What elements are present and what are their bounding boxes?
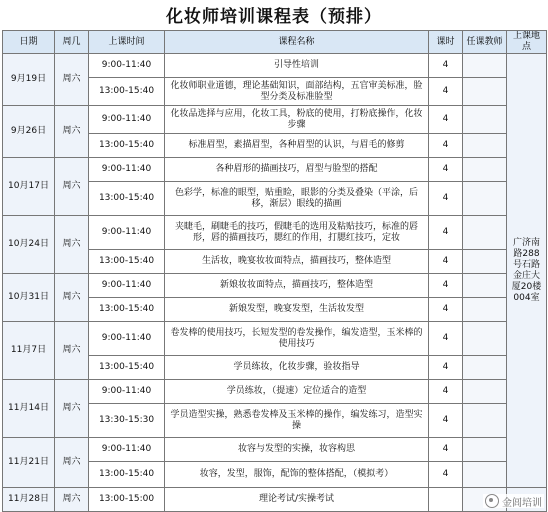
day-cell: 周六	[55, 488, 89, 512]
day-cell: 周六	[55, 158, 89, 216]
teacher-cell	[463, 54, 507, 78]
day-cell: 周六	[55, 216, 89, 274]
course-cell: 学员练妆，（提速）定位适合的造型	[165, 380, 429, 404]
hours-cell: 4	[429, 404, 463, 438]
time-cell: 13:00-15:40	[89, 250, 165, 274]
teacher-cell	[463, 250, 507, 274]
hours-cell: 4	[429, 250, 463, 274]
hours-cell	[429, 488, 463, 512]
course-cell: 标准眉型，素描眉型，各种眉型的认识，与眉毛的修剪	[165, 134, 429, 158]
course-cell: 学员练妆，化妆步骤，验妆指导	[165, 356, 429, 380]
teacher-cell	[463, 438, 507, 462]
time-cell: 13:30-15:30	[89, 404, 165, 438]
table-row	[3, 380, 547, 404]
day-cell: 周六	[55, 438, 89, 488]
teacher-cell	[463, 216, 507, 250]
date-cell: 11月21日	[3, 438, 55, 488]
table-row	[3, 274, 547, 298]
time-cell: 13:00-15:40	[89, 298, 165, 322]
course-cell: 新娘发型，晚宴发型，生活妆发型	[165, 298, 429, 322]
watermark-text: 金闾培训	[502, 497, 542, 509]
hours-cell: 4	[429, 158, 463, 182]
teacher-cell	[463, 404, 507, 438]
date-cell: 11月14日	[3, 380, 55, 438]
day-cell: 周六	[55, 322, 89, 380]
course-cell: 色彩学，标准的眼型，贴重睑，眼影的分类及叠染（平涂，后移，渐层）眼线的描画	[165, 182, 429, 216]
time-cell: 9:00-11:40	[89, 216, 165, 250]
day-cell: 周六	[55, 274, 89, 322]
course-cell: 化妆师职业道德，理论基础知识，面部结构，五官审美标准，脸型分类及标准脸型	[165, 78, 429, 106]
teacher-cell	[463, 182, 507, 216]
teacher-cell	[463, 134, 507, 158]
hours-cell: 4	[429, 78, 463, 106]
time-cell: 9:00-11:40	[89, 438, 165, 462]
course-cell: 引导性培训	[165, 54, 429, 78]
course-cell: 新娘妆妆面特点，描画技巧，整体造型	[165, 274, 429, 298]
time-cell: 13:00-15:40	[89, 182, 165, 216]
time-cell: 13:00-15:00	[89, 488, 165, 512]
header-hours: 课时	[429, 31, 463, 54]
page-title: 化妆师培训课程表（预排）	[166, 7, 382, 27]
time-cell: 9:00-11:40	[89, 380, 165, 404]
time-cell: 13:00-15:40	[89, 356, 165, 380]
table-row	[3, 216, 547, 250]
hours-cell: 4	[429, 322, 463, 356]
course-cell: 生活妆，晚宴妆妆面特点，描画技巧，整体造型	[165, 250, 429, 274]
teacher-cell	[463, 298, 507, 322]
day-cell: 周六	[55, 380, 89, 438]
time-cell: 13:00-15:40	[89, 134, 165, 158]
time-cell: 9:00-11:40	[89, 54, 165, 78]
time-cell: 13:00-15:40	[89, 462, 165, 488]
teacher-cell	[463, 356, 507, 380]
hours-cell: 4	[429, 134, 463, 158]
schedule-body	[3, 54, 547, 512]
teacher-cell	[463, 274, 507, 298]
day-cell: 周六	[55, 106, 89, 158]
date-cell: 10月24日	[3, 216, 55, 274]
hours-cell: 4	[429, 216, 463, 250]
location-cell: 广济南路288号石路金庄大厦20楼004室	[507, 54, 547, 488]
header-location: 上课地点	[507, 31, 547, 54]
date-cell: 11月28日	[3, 488, 55, 512]
day-cell: 周六	[55, 54, 89, 106]
hours-cell: 4	[429, 182, 463, 216]
watermark	[483, 494, 544, 508]
table-row	[3, 438, 547, 462]
hours-cell: 4	[429, 54, 463, 78]
teacher-cell	[463, 380, 507, 404]
teacher-cell	[463, 106, 507, 134]
table-row	[3, 322, 547, 356]
course-cell: 各种眉形的描画技巧，眉型与脸型的搭配	[165, 158, 429, 182]
date-cell: 11月7日	[3, 322, 55, 380]
teacher-cell	[463, 462, 507, 488]
teacher-cell	[463, 322, 507, 356]
teacher-cell	[463, 78, 507, 106]
time-cell: 9:00-11:40	[89, 322, 165, 356]
schedule-table	[2, 30, 547, 512]
header-day: 周几	[55, 31, 89, 54]
hours-cell: 4	[429, 438, 463, 462]
table-header-row	[3, 31, 547, 54]
table-row	[3, 158, 547, 182]
header-date: 日期	[3, 31, 55, 54]
course-cell: 化妆品选择与应用，化妆工具，粉底的使用，打粉底操作，化妆步骤	[165, 106, 429, 134]
hours-cell: 4	[429, 356, 463, 380]
hours-cell: 4	[429, 380, 463, 404]
table-row	[3, 54, 547, 78]
date-cell: 10月17日	[3, 158, 55, 216]
course-cell: 学员造型实操，熟悉卷发棒及玉米棒的操作，编发练习，造型实操	[165, 404, 429, 438]
course-cell: 妆容与发型的实操，妆容构思	[165, 438, 429, 462]
time-cell: 13:00-15:40	[89, 78, 165, 106]
hours-cell: 4	[429, 274, 463, 298]
time-cell: 9:00-11:40	[89, 106, 165, 134]
table-row	[3, 488, 547, 512]
date-cell: 10月31日	[3, 274, 55, 322]
header-time: 上课时间	[89, 31, 165, 54]
date-cell: 9月26日	[3, 106, 55, 158]
hours-cell: 4	[429, 462, 463, 488]
teacher-cell	[463, 158, 507, 182]
header-teacher: 任课教师	[463, 31, 507, 54]
course-cell: 卷发棒的使用技巧，长短发型的卷发操作，编发造型，玉米棒的使用技巧	[165, 322, 429, 356]
time-cell: 9:00-11:40	[89, 158, 165, 182]
hours-cell: 4	[429, 298, 463, 322]
hours-cell: 4	[429, 106, 463, 134]
course-cell: 理论考试/实操考试	[165, 488, 429, 512]
course-cell: 夹睫毛，刷睫毛的技巧，假睫毛的选用及粘贴技巧，标准的唇形，唇的描画技巧，腮红的作用，打腮红技巧，定妆	[165, 216, 429, 250]
time-cell: 9:00-11:40	[89, 274, 165, 298]
course-cell: 妆容，发型，服饰，配饰的整体搭配，（模拟考）	[165, 462, 429, 488]
date-cell: 9月19日	[3, 54, 55, 106]
header-course: 课程名称	[165, 31, 429, 54]
table-row	[3, 106, 547, 134]
wechat-icon	[485, 494, 499, 508]
